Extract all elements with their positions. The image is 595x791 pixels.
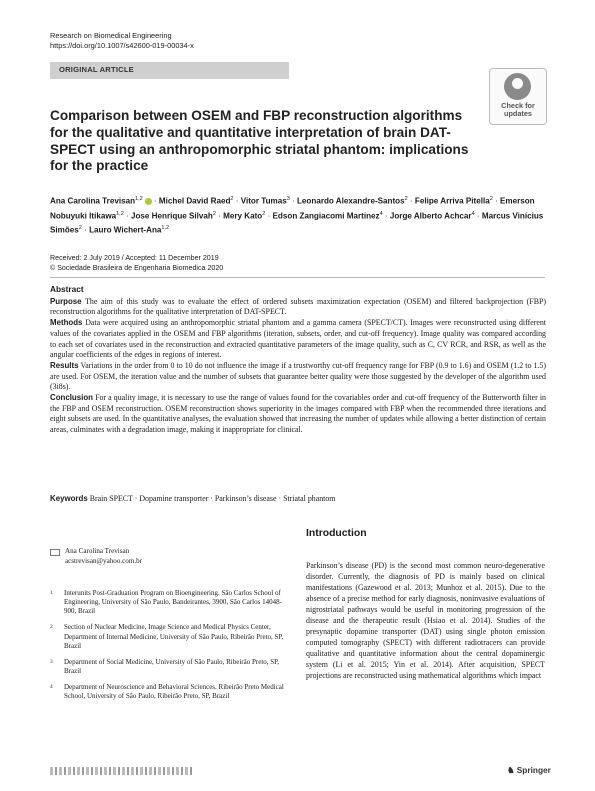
affiliation-item bbox=[50, 683, 290, 701]
contact-name: Ana Carolina Trevisan bbox=[65, 547, 130, 555]
author-affiliation-marker: 2 bbox=[78, 225, 82, 232]
article-type-banner bbox=[50, 62, 289, 79]
affiliation-text: Interunits Post-Graduation Program on Bioengineering. São Carlos School of Engineering, University of São Paulo, Bandeirantes, 3900, São Carlos 14048-900, Brazil bbox=[64, 589, 282, 616]
abstract-section-label: Conclusion bbox=[50, 393, 93, 403]
author-affiliation-marker: 1,2 bbox=[116, 210, 124, 217]
abstract-section bbox=[50, 297, 546, 318]
author-list: Ana Carolina Trevisan$^{1,2}$ · Michel David Raed$^2$ · Vitor Tumas$^3$ · Leonardo Alexandre-Santos$^2$ · Felipe Arriva Pitella$^2$ · Emerson Nobuyuki Itikawa$^{1,2}$ · Jose Henrique Silvah$^2$ · Mery Kato$^2$ · Edson Zangiacomi Martinez$^4$ · Jorge Alberto Achcar$^4$ · Marcus Vinícius Simões$^2$ · Lauro Wichert-Ana$^{1,2}$ bbox=[50, 196, 544, 236]
keywords-label: Keywords bbox=[50, 494, 88, 503]
author-name[interactable]: Marcus Vinícius Simões bbox=[50, 211, 544, 236]
author-affiliation-marker: 2 bbox=[212, 210, 216, 217]
abstract-section bbox=[50, 393, 546, 436]
author-affiliation-marker: 2 bbox=[489, 196, 493, 202]
affiliation-number: 2 bbox=[50, 624, 53, 631]
envelope-icon bbox=[50, 549, 60, 556]
affiliations bbox=[50, 589, 290, 708]
article-dates bbox=[50, 253, 223, 273]
introduction-paragraph: Parkinson’s disease (PD) is the second most common neuro-degenerative disorder. Currently, the diagnosis of PD is mainly based on clinical manifestations (Gazewood et al. 2013; Munhoz et al. 2015). Due to the absence of a precise method for early diagnosis, noninvasive evaluations of nigrostriatal pathways would be useful in monitoring progression of the disease and the therapeutic result (Hsiao et al. 2014). Studies of the presynaptic dopamine transporter (DAT) using single photon emission computed tomography (SPECT) with different radiotracers can provide qualitative and quantitative information about the central dopaminergic system (Li et al. 2015; Yin et al. 2014). After acquisition, SPECT projections are reconstructed using mathematical algorithms which impact bbox=[306, 561, 545, 680]
affiliation-text: Department of Neuroscience and Behavioral Sciences. Ribeirão Preto Medical School, University of São Paulo, Ribeirão Preto, SP, Brazil bbox=[64, 683, 284, 701]
contact-email[interactable]: acstrevisan@yahoo.com.br bbox=[65, 556, 143, 565]
author-affiliation-marker: 1,2 bbox=[161, 225, 170, 232]
author-name[interactable]: Emerson Nobuyuki Itikawa bbox=[50, 196, 535, 221]
author-affiliation-marker: 2 bbox=[262, 210, 266, 217]
abstract-heading: Abstract bbox=[50, 284, 84, 294]
author-affiliation-marker: 2 bbox=[230, 196, 234, 202]
introduction-heading: Introduction bbox=[306, 528, 367, 539]
divider bbox=[50, 277, 545, 278]
citation-link-strip bbox=[50, 767, 192, 775]
affiliation-text: Department of Social Medicine, University of São Paulo, Ribeirão Preto, SP, Brazil bbox=[64, 657, 280, 676]
abstract-section bbox=[50, 361, 546, 393]
check-for-label: Check for bbox=[501, 101, 535, 110]
abstract-section-label: Results bbox=[50, 360, 79, 370]
author-name[interactable]: Mery Kato bbox=[223, 211, 263, 221]
author-name[interactable]: Lauro Wichert-Ana bbox=[89, 226, 162, 236]
affiliation-number: 1 bbox=[50, 590, 53, 596]
author-name[interactable]: Felipe Arriva Pitella bbox=[414, 196, 490, 206]
copyright-line: © Sociedade Brasileira de Engenharia Biomedica 2020 bbox=[50, 264, 224, 272]
affiliation-item bbox=[50, 623, 290, 651]
abstract bbox=[50, 284, 546, 436]
abstract-section-label: Methods bbox=[50, 318, 83, 328]
abstract-section bbox=[50, 318, 546, 361]
publisher-name: Springer bbox=[516, 765, 551, 775]
article-type-label: ORIGINAL ARTICLE bbox=[59, 65, 134, 74]
author-name[interactable]: Leonardo Alexandre-Santos bbox=[296, 196, 405, 206]
author-name[interactable]: Ana Carolina Trevisan bbox=[50, 196, 136, 206]
crossmark-icon bbox=[504, 73, 531, 100]
check-for-updates-badge[interactable] bbox=[489, 68, 547, 125]
abstract-section-text: Data were acquired using an anthropomorphic striatal phantom and a gamma camera (SPECT/CT). Images were reconstructed using different values of the covariates applied in the OSEM and FBP algorithms (iteration, subsets, order, and cut-off frequency). Image quality was compared according to each set of covariates used in the reconstruction and extracted quantitative parameters of the image quality, such as C, CV RCR, and RSR, as well as the angular coefficients of the edges in regions of interest. bbox=[50, 318, 546, 360]
corresponding-author bbox=[50, 547, 290, 566]
affiliation-item bbox=[50, 658, 290, 676]
affiliation-number: 3 bbox=[50, 658, 53, 665]
author-affiliation-marker: 2 bbox=[404, 196, 408, 202]
article-title: Comparison between OSEM and FBP reconstruction algorithms for the qualitative and quantitative interpretation of brain DAT-SPECT using an anthropomorphic striatal phantom: implications for the practice bbox=[50, 108, 469, 174]
orcid-icon[interactable] bbox=[145, 198, 152, 205]
updates-label: updates bbox=[504, 109, 532, 118]
author-affiliation-marker: 4 bbox=[379, 210, 383, 217]
doi-link[interactable]: https://doi.org/10.1007/s42600-019-00034-x bbox=[50, 41, 194, 50]
author-name[interactable]: Vitor Tumas bbox=[240, 196, 287, 206]
received-accepted: Received: 2 July 2019 / Accepted: 11 December 2019 bbox=[50, 254, 219, 262]
keywords-text: Brain SPECT · Dopamine transporter · Parkinson’s disease · Striatal phantom bbox=[89, 494, 336, 503]
springer-horse-icon: ♞ bbox=[507, 765, 515, 775]
journal-name: Research on Biomedical Engineering bbox=[50, 31, 172, 40]
author-affiliation-marker: 3 bbox=[286, 196, 290, 202]
affiliation-text: Section of Nuclear Medicine, Image Science and Medical Physics Center, Department of Internal Medicine, University of São Paulo, Ribeirão Preto, SP, Brazil bbox=[64, 623, 284, 650]
abstract-section-text: Variations in the order from 0 to 10 do not influence the image if a trustworthy cut-off frequency range for FBP (0.9 to 1.6) and OSEM (1.2 to 1.5) are used. For OSEM, the iteration value and the number of subsets that guarantee better quality were those suggested by the developer of the algorithm used (3i8s). bbox=[50, 360, 546, 392]
affiliation-item bbox=[50, 589, 290, 617]
journal-header bbox=[50, 31, 194, 51]
introduction-text bbox=[306, 560, 545, 681]
publisher-logo bbox=[507, 765, 551, 775]
author-name[interactable]: Jose Henrique Silvah bbox=[130, 211, 213, 221]
abstract-section-text: For a quality image, it is necessary to use the range of values found for the covariables order and cut-off frequency of the Butterworth filter in the FBP and OSEM reconstruction. OSEM reconstruction shows superiority in the images compared with FBP when the recommended three iterations and eight subsets are used. In the quantitative analyses, the evaluation showed that increasing the number of updates while allowing a better distinction of certain areas, culminates with a degradation image, making it inappropriate for clinical. bbox=[50, 393, 546, 435]
author-name[interactable]: Michel David Raed bbox=[158, 196, 231, 206]
affiliation-number: 4 bbox=[50, 684, 53, 691]
keywords bbox=[50, 494, 550, 503]
abstract-section-text: The aim of this study was to evaluate the effect of ordered subsets maximization expectation (OSEM) and filtered backprojection (FBP) reconstruction algorithms for the qualitative interpretation of DAT-SPECT. bbox=[50, 296, 546, 317]
author-name[interactable]: Jorge Alberto Achcar bbox=[389, 211, 472, 221]
author-affiliation-marker: 4 bbox=[471, 210, 475, 217]
author-affiliation-marker: 1,2 bbox=[135, 196, 143, 202]
author-name[interactable]: Edson Zangiacomi Martinez bbox=[272, 211, 380, 221]
abstract-section-label: Purpose bbox=[50, 296, 82, 306]
